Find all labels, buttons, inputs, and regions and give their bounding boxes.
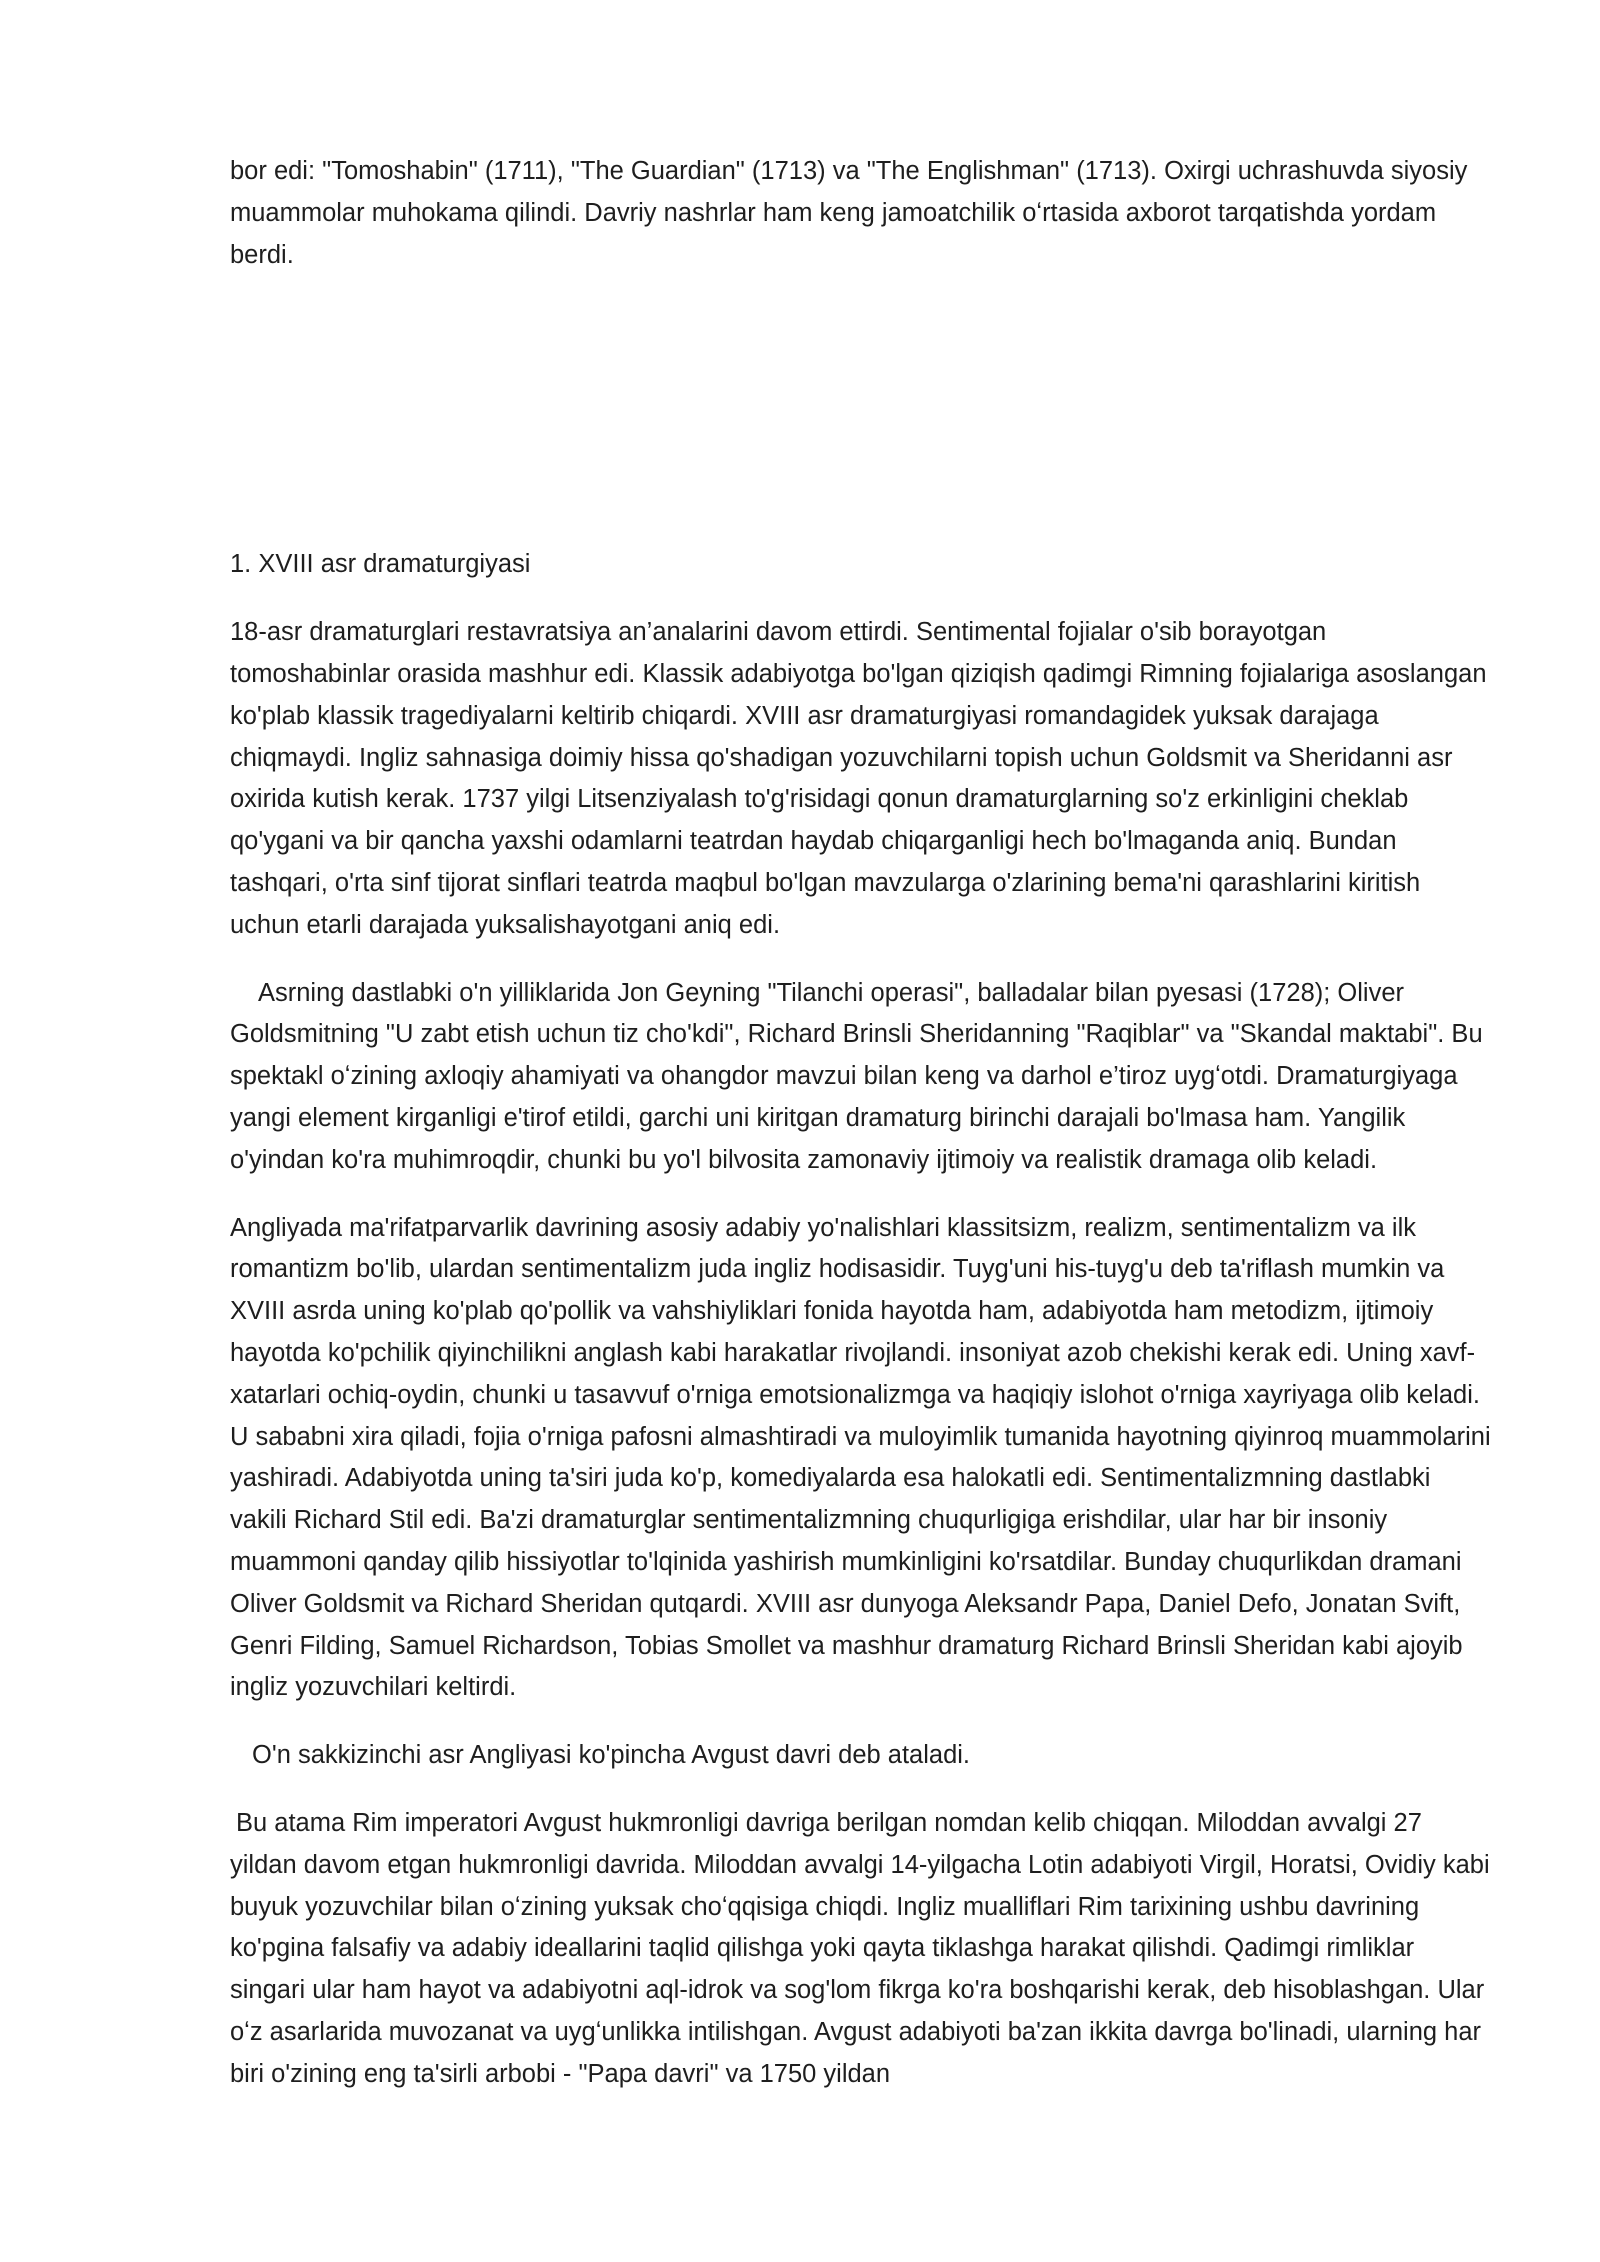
section-heading: 1. XVIII asr dramaturgiyasi: [230, 550, 531, 579]
paragraph-augustan-age: O'n sakkizinchi asr Angliyasi ko'pincha Avgust davri deb ataladi.: [252, 1741, 970, 1770]
paragraph-enlightenment-trends: Angliyada ma'rifatparvarlik davrining asosiy adabiy yo'nalishlari klassitsizm, realizm, sentimentalizm va ilk romantizm bo'lib, ulardan sentimentalizm juda ingliz hodisasidir. Tuyg'uni his-tuyg'u deb ta'riflash mumkin va XVIII asrda uning ko'plab qo'pollik va vahshiyliklari fonida hayotda ham, adabiyotda ham metodizm, ijtimoiy hayotda ko'pchilik qiyinchilikni anglash kabi harakatlar rivojlandi. insoniyat azob chekishi kerak edi. Uning xavf-xatarlari ochiq-oydin, chunki u tasavvuf o'rniga emotsionalizmga va haqiqiy islohot o'rniga xayriyaga olib keladi. U sababni xira qiladi, fojia o'rniga pafosni almashtiradi va muloyimlik tumanida hayotning qiyinroq muammolarini yashiradi. Adabiyotda uning ta'siri juda ko'p, komediyalarda esa halokatli edi. Sentimentalizmning dastlabki vakili Richard Stil edi. Ba'zi dramaturglar sentimentalizmning chuqurligiga erishdilar, ular har bir insoniy muammoni qanday qilib hissiyotlar to'lqinida yashirish mumkinligini ko'rsatdilar. Bunday chuqurlikdan dramani Oliver Goldsmit va Richard Sheridan qutqardi. XVIII asr dunyoga Aleksandr Papa, Daniel Defo, Jonatan Svift, Genri Filding, Samuel Richardson, Tobias Smollet va mashhur dramaturg Richard Brinsli Sheridan kabi ajoyib ingliz yozuvchilari keltirdi.: [230, 1213, 1491, 1702]
paragraph-augustus-term: Bu atama Rim imperatori Avgust hukmronligi davriga berilgan nomdan kelib chiqqan. Miloddan avvalgi 27 yildan davom etgan hukmronligi davrida. Miloddan avvalgi 14-yilgacha Lotin adabiyoti Virgil, Horatsi, Ovidiy kabi buyuk yozuvchilar bilan oʻzining yuksak choʻqqisiga chiqdi. Ingliz mualliflari Rim tarixining ushbu davrining ko'pgina falsafiy va adabiy ideallarini taqlid qilishga yoki qayta tiklashga harakat qilishdi. Qadimgi rimliklar singari ular ham hayot va adabiyotni aql-idrok va sog'lom fikrga ko'ra boshqarishi kerak, deb hisoblashgan. Ular oʻz asarlarida muvozanat va uygʻunlikka intilishgan. Avgust adabiyoti ba'zan ikkita davrga bo'linadi, ularning har biri o'zining eng ta'sirli arbobi - "Papa davri" va 1750 yildan: [230, 1808, 1490, 2088]
paragraph-early-decades: Asrning dastlabki o'n yilliklarida Jon Geyning "Tilanchi operasi", balladalar bilan pyesasi (1728); Oliver Goldsmitning "U zabt etish uchun tiz cho'kdi", Richard Brinsli Sheridanning "Raqiblar" va "Skandal maktabi". Bu spektakl oʻzining axloqiy ahamiyati va ohangdor mavzui bilan keng va darhol e’tiroz uygʻotdi. Dramaturgiyaga yangi element kirganligi e'tirof etildi, garchi uni kiritgan dramaturg birinchi darajali bo'lmasa ham. Yangilik o'yindan ko'ra muhimroqdir, chunki bu yo'l bilvosita zamonaviy ijtimoiy va realistik dramaga olib keladi.: [230, 978, 1483, 1174]
document-body: [230, 151, 1492, 2095]
paragraph-drama-18th-century: 18-asr dramaturglari restavratsiya an’analarini davom ettirdi. Sentimental fojialar o'sib borayotgan tomoshabinlar orasida mashhur edi. Klassik adabiyotga bo'lgan qiziqish qadimgi Rimning fojialariga asoslangan ko'plab klassik tragediyalarni keltirib chiqardi. XVIII asr dramaturgiyasi romandagidek yuksak darajaga chiqmaydi. Ingliz sahnasiga doimiy hissa qo'shadigan yozuvchilarni topish uchun Goldsmit va Sheridanni asr oxirida kutish kerak. 1737 yilgi Litsenziyalash to'g'risidagi qonun dramaturglarning so'z erkinligini cheklab qo'ygani va bir qancha yaxshi odamlarni teatrdan haydab chiqarganligi hech bo'lmaganda aniq. Bundan tashqari, o'rta sinf tijorat sinflari teatrda maqbul bo'lgan mavzularga o'zlarining bema'ni qarashlarini kiritish uchun etarli darajada yuksalishayotgani aniq edi.: [230, 618, 1487, 939]
paragraph-periodicals: bor edi: "Tomoshabin" (1711), "The Guardian" (1713) va "The Englishman" (1713). Oxirgi uchrashuvda siyosiy muammolar muhokama qilindi. Davriy nashrlar ham keng jamoatchilik oʻrtasida axborot tarqatishda yordam berdi.: [230, 157, 1468, 269]
